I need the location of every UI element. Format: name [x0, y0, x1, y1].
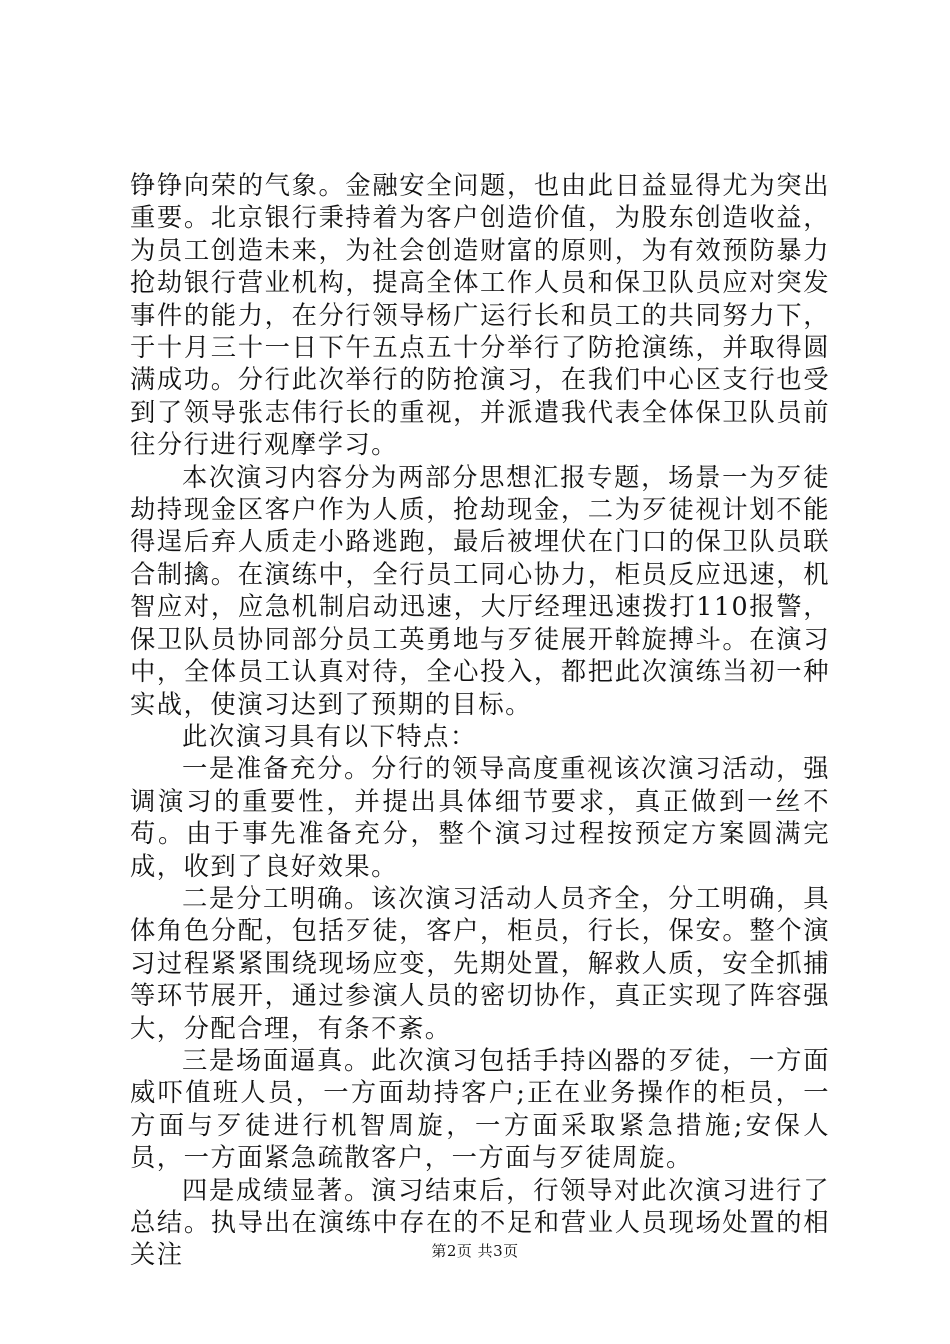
page-footer: 第2页 共3页	[431, 1242, 519, 1260]
paragraph-4: 一是准备充分。分行的领导高度重视该次演习活动，强调演习的重要性，并提出具体细节要求，真正做到一丝不苟。由于事先准备充分，整个演习过程按预定方案圆满完成，收到了良好效果。	[130, 754, 830, 881]
paragraph-1: 铮铮向荣的气象。金融安全问题，也由此日益显得尤为突出重要。北京银行秉持着为客户创造价值，为股东创造收益，为员工创造未来，为社会创造财富的原则，为有效预防暴力抢劫银行营业机构，提高全体工作人员和保卫队员应对突发事件的能力，在分行领导杨广运行长和员工的共同努力下，于十月三十一日下午五点五十分举行了防抢演练，并取得圆满成功。分行此次举行的防抢演习，在我们中心区支行也受到了领导张志伟行长的重视，并派遣我代表全体保卫队员前往分行进行观摩学习。	[130, 171, 830, 460]
paragraph-7: 四是成绩显著。演习结束后，行领导对此次演习进行了总结。执导出在演练中存在的不足和营业人员现场处置的相关注	[130, 1175, 830, 1270]
paragraph-6: 三是场面逼真。此次演习包括手持凶器的歹徒，一方面威吓值班人员，一方面劫持客户;正在业务操作的柜员，一方面与歹徒进行机智周旋，一方面采取紧急措施;安保人员，一方面紧急疏散客户，一方面与歹徒周旋。	[130, 1045, 830, 1173]
paragraph-3: 此次演习具有以下特点：	[182, 721, 477, 751]
paragraph-5: 二是分工明确。该次演习活动人员齐全，分工明确，具体角色分配，包括歹徒，客户，柜员，行长，保安。整个演习过程紧紧围绕现场应变，先期处置，解救人质，安全抓捕等环节展开，通过参演人员的密切协作，真正实现了阵容强大，分配合理，有条不紊。	[130, 883, 830, 1043]
paragraph-2: 本次演习内容分为两部分思想汇报专题，场景一为歹徒劫持现金区客户作为人质，抢劫现金，二为歹徒视计划不能得逞后弃人质走小路逃跑，最后被埋伏在门口的保卫队员联合制擒。在演练中，全行员工同心协力，柜员反应迅速，机智应对，应急机制启动迅速，大厅经理迅速拨打110报警，保卫队员协同部分员工英勇地与歹徒展开斡旋搏斗。在演习中，全体员工认真对待，全心投入，都把此次演练当初一种实战，使演习达到了预期的目标。	[130, 462, 830, 719]
document-body	[130, 170, 830, 1272]
